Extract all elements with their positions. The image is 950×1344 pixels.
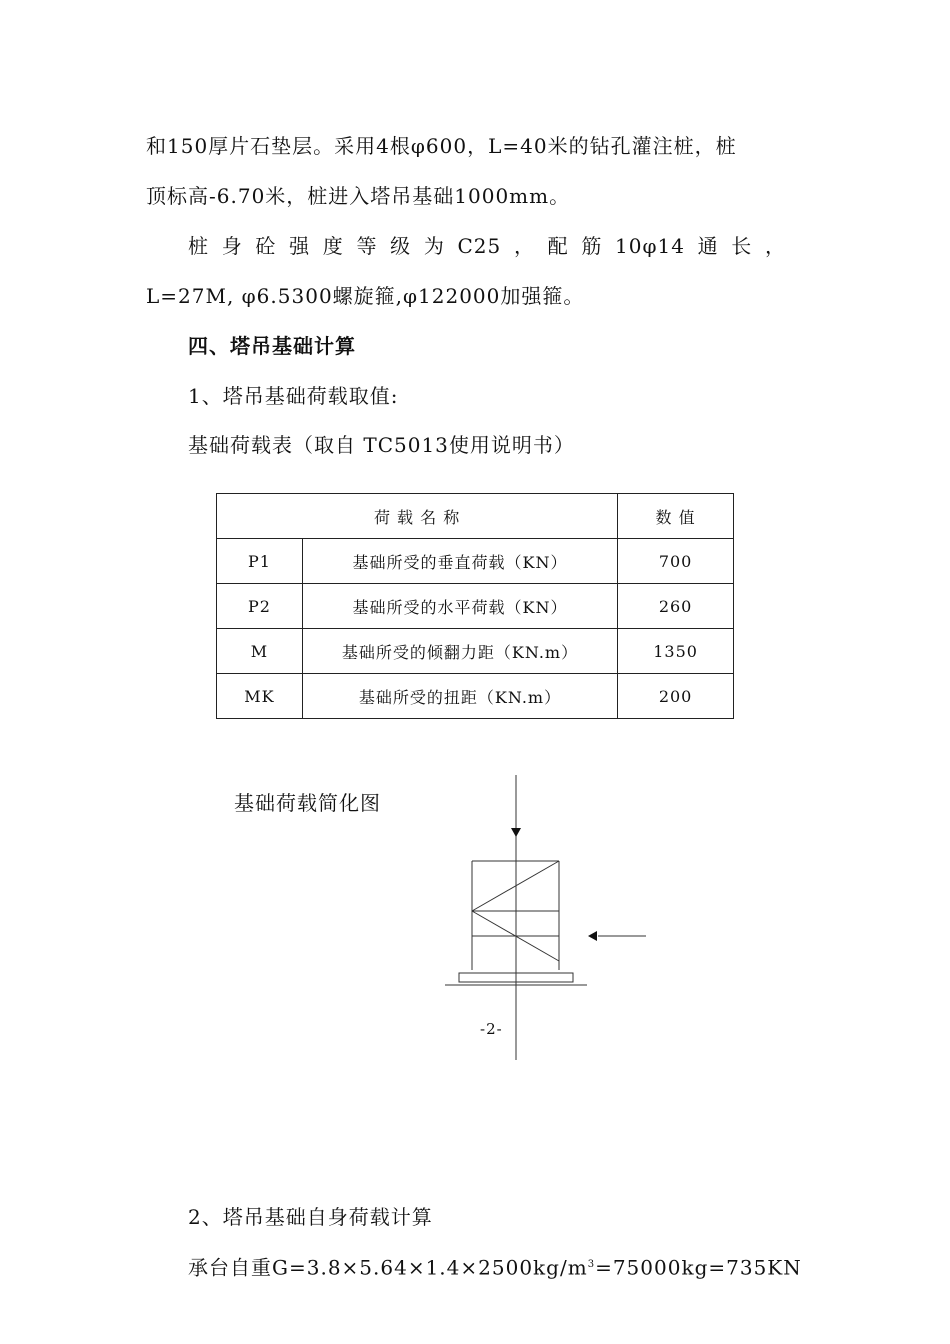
- row-value: 260: [618, 584, 734, 629]
- section-heading: 四、塔吊基础计算: [188, 334, 356, 358]
- paragraph-line: L=27M, φ6.5300螺旋箍,φ122000加强箍。: [146, 284, 585, 308]
- spread-word: 强: [289, 234, 311, 258]
- load-table: [216, 493, 734, 719]
- spread-word: 配: [547, 234, 569, 258]
- diagram-title: 基础荷载简化图: [234, 791, 381, 815]
- table-caption: 基础荷载表（取自 TC5013使用说明书）: [188, 433, 575, 457]
- spread-word: ，: [513, 234, 535, 258]
- row-desc: 基础所受的垂直荷载（KN）: [302, 539, 617, 584]
- spread-word: 度: [322, 234, 344, 258]
- spread-word: 通: [697, 234, 719, 258]
- paragraph-line: 和150厚片石垫层。采用4根φ600，L=40米的钻孔灌注桩，桩: [146, 134, 737, 158]
- row-code: P2: [217, 584, 303, 629]
- row-code: P1: [217, 539, 303, 584]
- paragraph-spread-line: [188, 232, 786, 260]
- spread-word: C25: [457, 234, 502, 258]
- subsection-heading: 1、塔吊基础荷载取值:: [188, 384, 399, 408]
- row-value: 200: [618, 674, 734, 719]
- spread-word: 身: [221, 234, 243, 258]
- load-diagram: [440, 775, 660, 1065]
- subsection-heading: 2、塔吊基础自身荷载计算: [188, 1205, 433, 1229]
- spread-word: 为: [423, 234, 445, 258]
- header-value: 数 值: [618, 494, 734, 539]
- table-row: [217, 539, 734, 584]
- header-load-name: 荷 载 名 称: [217, 494, 618, 539]
- row-value: 700: [618, 539, 734, 584]
- row-code: M: [217, 629, 303, 674]
- spread-word: 长: [731, 234, 753, 258]
- vertical-load-arrow-icon: [511, 828, 521, 837]
- formula-prefix: 承台自重G=3.8×5.64×1.4×2500kg/m: [188, 1255, 588, 1280]
- table-row: [217, 629, 734, 674]
- row-desc: 基础所受的扭距（KN.m）: [302, 674, 617, 719]
- formula-superscript: 3: [587, 1259, 596, 1270]
- table-row: [217, 584, 734, 629]
- spread-word: 10φ14: [615, 234, 685, 258]
- paragraph-line: 顶标高-6.70米，桩进入塔吊基础1000mm。: [146, 184, 571, 208]
- spread-word: 级: [390, 234, 412, 258]
- table-row: [217, 674, 734, 719]
- formula-suffix: =75000kg=735KN: [595, 1255, 802, 1280]
- spread-word: 砼: [255, 234, 277, 258]
- spread-word: 筋: [581, 234, 603, 258]
- row-desc: 基础所受的水平荷载（KN）: [302, 584, 617, 629]
- spread-word: 等: [356, 234, 378, 258]
- row-code: MK: [217, 674, 303, 719]
- row-desc: 基础所受的倾翻力距（KN.m）: [302, 629, 617, 674]
- spread-word: ，: [764, 234, 786, 258]
- row-value: 1350: [618, 629, 734, 674]
- horizontal-load-arrow-icon: [588, 931, 597, 941]
- table-header-row: [217, 494, 734, 539]
- page-number: -2-: [480, 1020, 503, 1038]
- spread-word: 桩: [188, 234, 209, 258]
- formula-line: [188, 1251, 802, 1282]
